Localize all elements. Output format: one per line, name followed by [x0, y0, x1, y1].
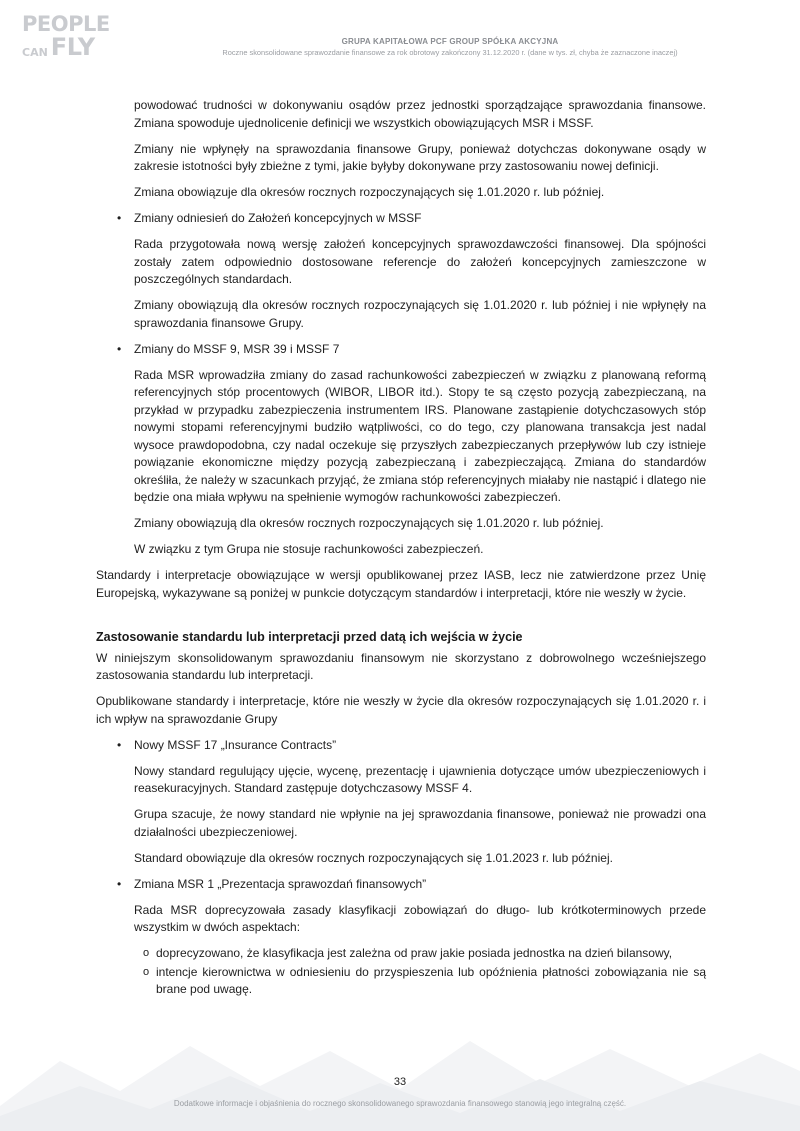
mountain-decoration	[0, 991, 800, 1131]
paragraph: Standard obowiązuje dla okresów rocznych rozpoczynających się 1.01.2023 r. lub później.	[134, 850, 613, 865]
company-logo	[22, 12, 110, 61]
paragraph: W związku z tym Grupa nie stosuje rachunkowości zabezpieczeń.	[134, 542, 484, 556]
document-body	[96, 97, 706, 1000]
paragraph: Nowy standard regulujący ujęcie, wycenę, prezentację i ujawnienia dotyczące umów ubezpieczeniowych i reasekuracyjnych. Standard zastępuje dotychczasowy MSSF 4.	[134, 763, 706, 795]
bullet-item: • Nowy MSSF 17 „Insurance Contracts”	[134, 737, 706, 755]
paragraph: Rada przygotowała nową wersję założeń koncepcyjnych sprawozdawczości finansowej. Dla spójności zostały zatem odpowiednio dostosowane referencje do założeń koncepcyjnych zamieszczone w poszczególnych standardach.	[134, 237, 706, 286]
footer-note: Dodatkowe informacje i objaśnienia do rocznego skonsolidowanego sprawozdania finansowego stanowią jego integralną część.	[173, 1099, 627, 1108]
sub-bullet-item: o intencje kierownictwa w odniesieniu do przyspieszenia lub opóźnienia płatności zobowiązania nie są brane pod uwagę.	[156, 964, 706, 999]
logo-line-1: PEOPLE	[22, 12, 110, 36]
paragraph: Grupa szacuje, że nowy standard nie wpłynie na jej sprawozdania finansowe, ponieważ nie prowadzi ona działalności ubezpieczeniowej.	[134, 807, 706, 839]
paragraph: Zmiany obowiązują dla okresów rocznych rozpoczynających się 1.01.2020 r. lub później.	[134, 516, 604, 530]
bullet-item: • Zmiana MSR 1 „Prezentacja sprawozdań finansowych”	[134, 876, 706, 894]
paragraph: Rada MSR wprowadziła zmiany do zasad rachunkowości zabezpieczeń w związku z planowaną reformą referencyjnych stóp procentowych (WIBOR, LIBOR itd.). Stopy te są często pozycją zabezpieczaną, na przykład w przypadku zabezpieczenia instrumentem IRS. Planowane zastąpienie dotychczasowych stóp nowymi stopami referencyjnymi budziło wątpliwości, co do tego, czy planowana transakcja jest nadal wysoce prawdopodobna, czy nadal oczekuje się przyszłych zabezpieczanych przepływów lub czy istnieje powiązanie ekonomiczne między pozycją zabezpieczaną i zabezpieczającą. Zmiana do standardów określiła, że należy w szacunkach przyjąć, że zmiana stóp referencyjnych miałaby nie nastąpić i dlatego nie będzie ona miała wpływu na spełnienie wymogów rachunkowości zabezpieczeń.	[134, 367, 706, 504]
paragraph: Rada MSR doprecyzowała zasady klasyfikacji zobowiązań do długo- lub krótkoterminowych przede wszystkim w dwóch aspektach:	[134, 902, 706, 934]
header-company-name: GRUPA KAPITAŁOWA PCF GROUP SPÓŁKA AKCYJNA	[341, 37, 559, 46]
paragraph: Standardy i interpretacje obowiązujące w wersji opublikowanej przez IASB, lecz nie zatwierdzone przez Unię Europejską, wykazywane są poniżej w punkcie dotyczącym standardów i interpretacji, które nie weszły w życie.	[96, 568, 706, 600]
sub-bullet-item: o doprecyzowano, że klasyfikacja jest zależna od praw jakie posiada jednostka na dzień bilansowy,	[156, 945, 706, 963]
paragraph: W niniejszym skonsolidowanym sprawozdaniu finansowym nie skorzystano z dobrowolnego wcześniejszego zastosowania standardu lub interpretacji.	[96, 650, 706, 682]
section-heading: Zastosowanie standardu lub interpretacji przed datą ich wejścia w życie	[96, 630, 523, 644]
paragraph: Zmiany nie wpłynęły na sprawozdania finansowe Grupy, ponieważ dotychczas dokonywane osądy w zakresie istotności były zbieżne z tymi, jakie byłyby dokonywane przy zastosowaniu nowej definicji.	[134, 141, 706, 173]
paragraph: powodować trudności w dokonywaniu osądów przez jednostki sporządzające sprawozdania finansowe. Zmiana spowoduje ujednolicenie definicji we wszystkich obowiązujących MSR i MSSF.	[134, 98, 706, 130]
bullet-item: • Zmiany do MSSF 9, MSR 39 i MSSF 7	[134, 341, 706, 359]
paragraph: Zmiana obowiązuje dla okresów rocznych rozpoczynających się 1.01.2020 r. lub później.	[134, 185, 605, 199]
page-number: 33	[393, 1076, 407, 1088]
bullet-item: • Zmiany odniesień do Założeń koncepcyjnych w MSSF	[134, 210, 706, 228]
logo-line-2b: FLY	[50, 33, 95, 61]
paragraph: Opublikowane standardy i interpretacje, które nie weszły w życie dla okresów rozpoczynających się 1.01.2020 r. i ich wpływ na sprawozdanie Grupy	[96, 694, 706, 726]
header-subtitle: Roczne skonsolidowane sprawozdanie finansowe za rok obrotowy zakończony 31.12.2020 r. (dane w tys. zł, chyba że zaznaczone inaczej)	[222, 48, 678, 57]
paragraph: Zmiany obowiązują dla okresów rocznych rozpoczynających się 1.01.2020 r. lub później i nie wpłynęły na sprawozdania finansowe Grupy.	[134, 298, 706, 330]
logo-line-2a: CAN	[22, 46, 48, 59]
